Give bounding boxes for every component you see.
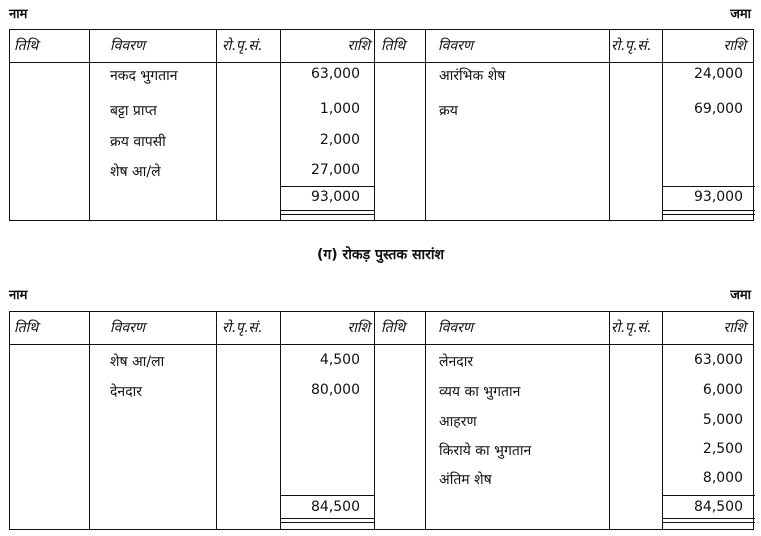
credit-amount: 2,500 <box>702 441 743 457</box>
credit-side-label: जमा <box>730 7 751 22</box>
debit-total: 93,000 <box>311 189 360 205</box>
total-rule-debit <box>280 495 374 496</box>
header-divider <box>10 344 753 345</box>
double-rule-credit <box>662 210 755 211</box>
double-rule-debit <box>280 522 374 523</box>
column-header-particulars: विवरण <box>438 38 474 54</box>
column-header-folio: रो.पृ.सं. <box>222 38 263 54</box>
header-divider <box>10 62 753 63</box>
credit-amount: 8,000 <box>702 470 743 486</box>
double-rule-credit <box>662 214 755 215</box>
total-rule-credit <box>662 495 755 496</box>
credit-amount: 69,000 <box>694 101 743 117</box>
debit-side-label-2: नाम <box>9 288 28 303</box>
credit-particulars: क्रय <box>439 103 458 119</box>
credit-particulars: लेनदार <box>439 354 474 370</box>
column-header-folio: रो.पृ.सं. <box>611 38 652 54</box>
column-header-amount: राशि <box>347 320 370 336</box>
column-header-folio: रो.पृ.सं. <box>611 320 652 336</box>
ledger-account-2 <box>9 311 754 530</box>
column-header-amount: राशि <box>347 38 370 54</box>
debit-amount: 2,000 <box>319 132 360 148</box>
column-header-particulars: विवरण <box>110 38 146 54</box>
column-header-amount: राशि <box>723 38 746 54</box>
column-divider <box>89 30 90 220</box>
credit-amount: 5,000 <box>702 412 743 428</box>
double-rule-debit <box>280 210 374 211</box>
ledger-account-1 <box>9 29 754 221</box>
debit-amount: 4,500 <box>319 352 360 368</box>
credit-amount: 24,000 <box>694 66 743 82</box>
debit-particulars: शेष आ/ले <box>110 164 161 180</box>
column-divider <box>609 30 610 220</box>
credit-particulars: आरंभिक शेष <box>439 68 506 84</box>
credit-amount: 63,000 <box>694 352 743 368</box>
column-divider <box>216 30 217 220</box>
column-header-particulars: विवरण <box>110 320 146 336</box>
credit-particulars: आहरण <box>439 414 477 430</box>
credit-total: 93,000 <box>694 189 743 205</box>
double-rule-credit <box>662 518 755 519</box>
credit-particulars: व्यय का भुगतान <box>439 384 521 400</box>
column-divider <box>280 30 281 220</box>
debit-side-label: नाम <box>9 7 28 22</box>
double-rule-debit <box>280 518 374 519</box>
debit-particulars: शेष आ/ला <box>110 354 165 370</box>
column-header-folio: रो.पृ.सं. <box>222 320 263 336</box>
column-header-particulars: विवरण <box>438 320 474 336</box>
credit-amount: 6,000 <box>702 382 743 398</box>
total-rule-debit <box>280 186 374 187</box>
debit-amount: 63,000 <box>311 66 360 82</box>
section-title: (ग) रोकड़ पुस्तक सारांश <box>317 247 444 263</box>
column-divider <box>425 30 426 220</box>
credit-total: 84,500 <box>694 499 743 515</box>
debit-total: 84,500 <box>311 499 360 515</box>
double-rule-debit <box>280 214 374 215</box>
column-header-date: तिथि <box>381 320 406 336</box>
debit-amount: 80,000 <box>311 382 360 398</box>
credit-particulars: किराये का भुगतान <box>439 443 532 459</box>
column-divider <box>662 30 663 220</box>
debit-particulars: क्रय वापसी <box>110 134 166 150</box>
debit-particulars: नकद भुगतान <box>110 68 178 84</box>
debit-particulars: देनदार <box>110 384 142 400</box>
column-header-date: तिथि <box>381 38 406 54</box>
column-header-date: तिथि <box>14 320 39 336</box>
debit-amount: 1,000 <box>319 101 360 117</box>
debit-amount: 27,000 <box>311 162 360 178</box>
column-divider <box>374 30 375 220</box>
double-rule-credit <box>662 522 755 523</box>
column-header-date: तिथि <box>14 38 39 54</box>
column-header-amount: राशि <box>723 320 746 336</box>
credit-side-label-2: जमा <box>730 288 751 303</box>
debit-particulars: बट्टा प्राप्त <box>110 103 157 119</box>
credit-particulars: अंतिम शेष <box>439 472 492 488</box>
total-rule-credit <box>662 186 755 187</box>
